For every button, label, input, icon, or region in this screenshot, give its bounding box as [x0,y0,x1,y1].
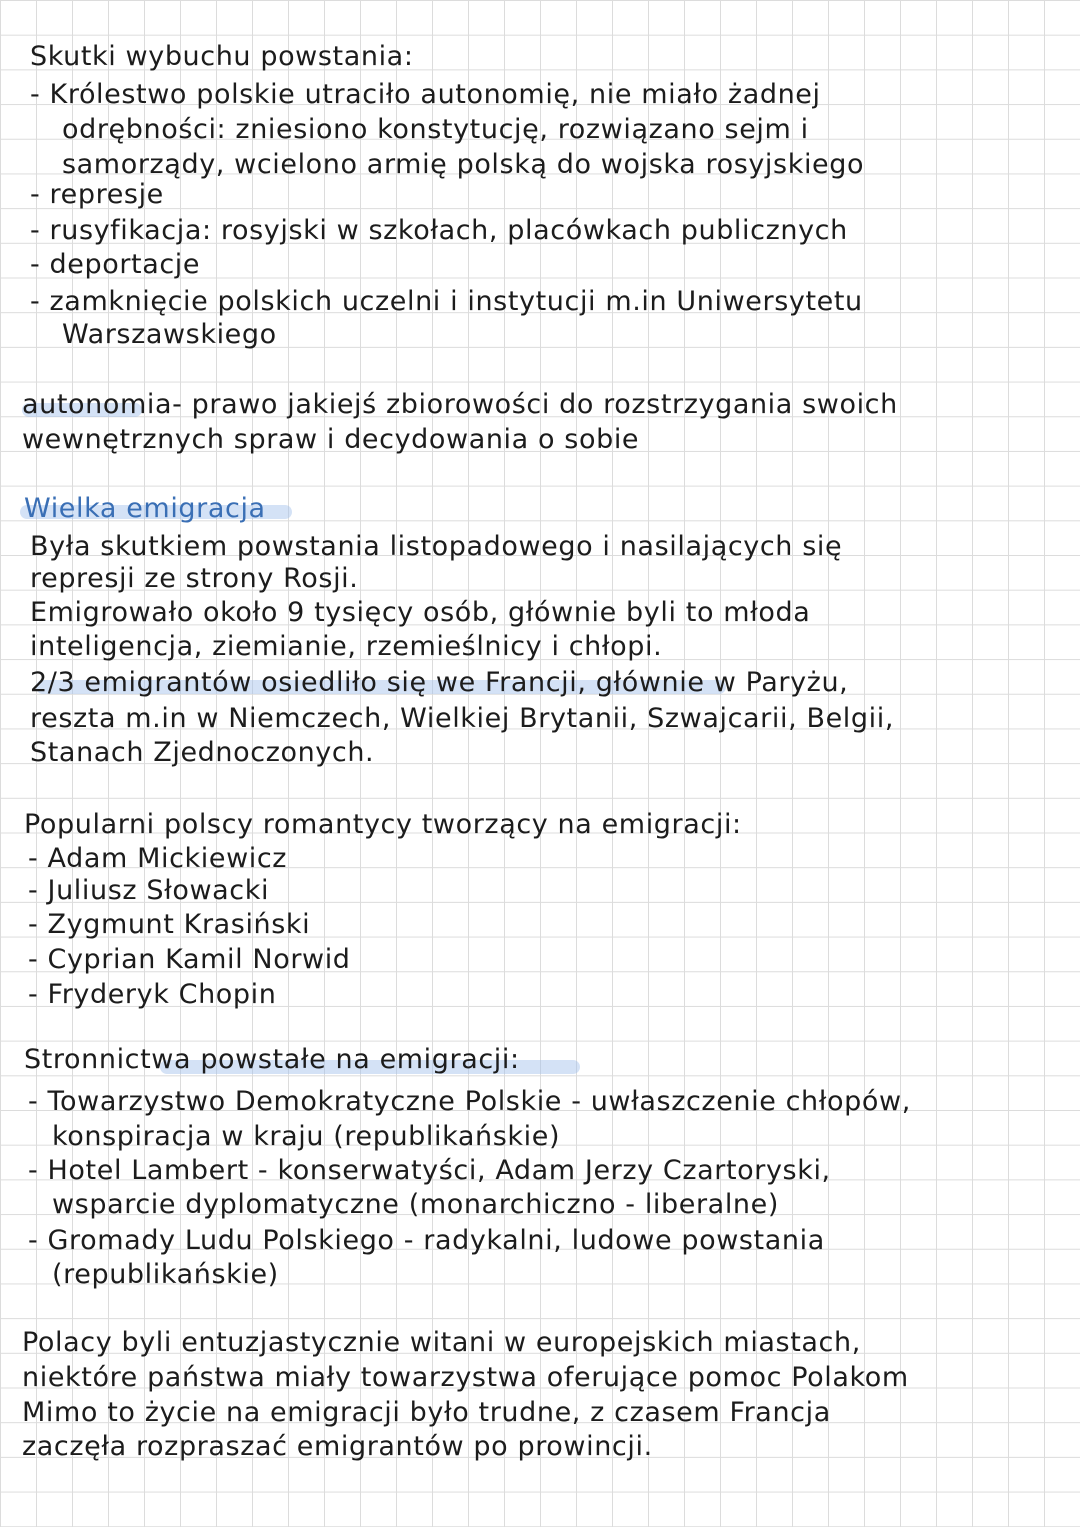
list-item: odrębności: zniesiono konstytucję, rozwiązano sejm i [62,114,809,145]
list-item: - deportacje [30,249,201,280]
paragraph-line: Mimo to życie na emigracji było trudne, z czasem Francja [22,1397,831,1428]
paragraph-line: represji ze strony Rosji. [30,563,359,594]
paragraph-line: reszta m.in w Niemczech, Wielkiej Brytanii, Szwajcarii, Belgii, [30,703,895,734]
list-item: - represje [30,179,164,210]
stronnictwa-heading: Stronnictwa powstałe na emigracji: [24,1044,520,1075]
list-item: konspiracja w kraju (republikańskie) [52,1121,561,1152]
list-item: - Zygmunt Krasiński [28,909,311,940]
emigracja-heading: Wielka emigracja [24,493,266,524]
list-item: - Gromady Ludu Polskiego - radykalni, ludowe powstania [28,1225,825,1256]
list-item: - Fryderyk Chopin [28,979,277,1010]
list-item: - Cyprian Kamil Norwid [28,944,351,975]
skutki-heading: Skutki wybuchu powstania: [30,41,414,72]
list-item: - Królestwo polskie utraciło autonomię, nie miało żadnej [30,79,821,110]
list-item: - rusyfikacja: rosyjski w szkołach, placówkach publicznych [30,215,848,246]
paragraph-line: zaczęła rozpraszać emigrantów po prowincji. [22,1431,653,1462]
list-item: - zamknięcie polskich uczelni i instytucji m.in Uniwersytetu [30,286,863,317]
list-item: wsparcie dyplomatyczne (monarchiczno - liberalne) [52,1189,779,1220]
paragraph-line: niektóre państwa miały towarzystwa oferujące pomoc Polakom [22,1362,909,1393]
paragraph-line: Była skutkiem powstania listopadowego i nasilających się [30,531,843,562]
list-item: samorządy, wcielono armię polską do wojska rosyjskiego [62,149,865,180]
romantycy-heading: Popularni polscy romantycy tworzący na emigracji: [24,809,742,840]
paragraph-line: Stanach Zjednoczonych. [30,737,375,768]
list-item: - Adam Mickiewicz [28,843,288,874]
list-item: Warszawskiego [62,319,277,350]
definition-line: wewnętrznych spraw i decydowania o sobie [22,424,640,455]
list-item: (republikańskie) [52,1259,279,1290]
paragraph-line: Polacy byli entuzjastycznie witani w europejskich miastach, [22,1327,861,1358]
paragraph-line: 2/3 emigrantów osiedliło się we Francji, głównie w Paryżu, [30,667,849,698]
list-item: - Juliusz Słowacki [28,875,270,906]
paragraph-line: Emigrowało około 9 tysięcy osób, głównie byli to młoda [30,597,811,628]
list-item: - Towarzystwo Demokratyczne Polskie - uwłaszczenie chłopów, [28,1086,911,1117]
definition-line: autonomia- prawo jakiejś zbiorowości do rozstrzygania swoich [22,389,898,420]
list-item: - Hotel Lambert - konserwatyści, Adam Jerzy Czartoryski, [28,1155,831,1186]
paragraph-line: inteligencja, ziemianie, rzemieślnicy i chłopi. [30,631,663,662]
